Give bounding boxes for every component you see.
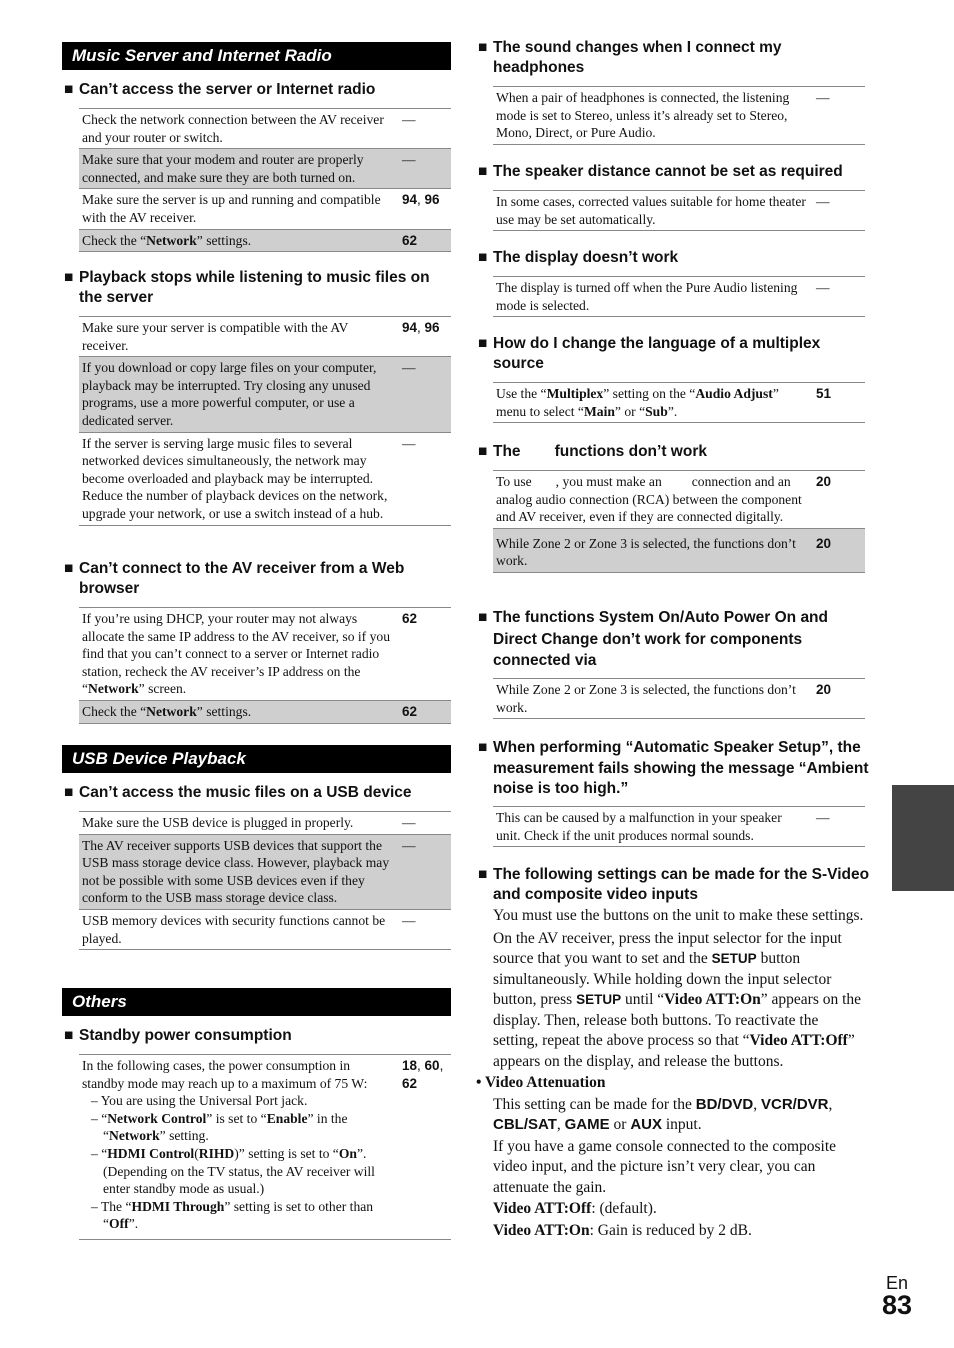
table-row: Check the “Network” settings. 62 (79, 229, 451, 252)
square-bullet-icon: ■ (64, 81, 74, 98)
footer-language: En (886, 1273, 909, 1293)
table-row: This can be caused by a malfunction in your speaker unit. Check if the unit produces normal sounds. — (493, 807, 865, 847)
list-item: – “HDMI Control(RIHD)” setting is set to “On”. (Depending on the TV status, the AV receiver will enter standby mode as usual.) (91, 1145, 375, 1197)
table-row: While Zone 2 or Zone 3 is selected, the functions don’t work. 20 (493, 528, 865, 572)
square-bullet-icon: ■ (64, 784, 74, 801)
table-row: Use the “Multiplex” setting on the “Audio Adjust” menu to select “Main” or “Sub”. 51 (493, 383, 865, 423)
table-row: In the following cases, the power consumption in standby mode may reach up to a maximum of 75 W: – You are using the Universal Port jack. – “Network Control” is set to “Enable” in the “Network” setting. – “HDMI Control(RIHD)” setting is set to “On”. (Depending on the TV status, the AV receiver will enter standby mode as usual.) – The “HDMI Through” setting is set to other than “Off”. 18, 60, 62 (79, 1055, 451, 1240)
heading-multiplex: ■ How do I change the language of a multiplex source (478, 335, 821, 372)
table-row: If you’re using DHCP, your router may not always allocate the same IP address to the AV receiver, so if you find that you can’t connect to a server or Internet radio station, recheck the AV receiver’s IP address on the “Network” screen. 62 (79, 608, 451, 701)
heading-speaker-distance: ■ The speaker distance cannot be set as required (478, 163, 843, 180)
table-row: Make sure the server is up and running and compatible with the AV receiver. 94, 96 (79, 189, 451, 229)
table-functions-dont-work (493, 470, 865, 573)
square-bullet-icon: ■ (64, 560, 74, 577)
heading-headphones: ■ The sound changes when I connect my headphones (478, 39, 782, 76)
table-cant-connect-web (79, 607, 451, 724)
table-standby-power (79, 1054, 451, 1240)
heading-display: ■ The display doesn’t work (478, 249, 679, 266)
table-row: Check the network connection between the AV receiver and your router or switch. — (79, 109, 451, 149)
table-playback-stops (79, 316, 451, 526)
heading-functions-dont-work: ■ The functions don’t work (478, 443, 707, 460)
table-row: While Zone 2 or Zone 3 is selected, the functions don’t work. 20 (493, 679, 865, 719)
heading-cant-connect-web: ■ Can’t connect to the AV receiver from a Web browser (64, 560, 405, 597)
table-row: The AV receiver supports USB devices that support the USB mass storage device class. However, playback may not be possible with some USB devices even if they conform to the USB mass storage device class. — (79, 834, 451, 909)
square-bullet-icon: ■ (478, 739, 488, 756)
table-speaker-distance (493, 190, 865, 231)
table-row: The display is turned off when the Pure Audio listening mode is selected. — (493, 277, 865, 317)
square-bullet-icon: ■ (478, 866, 488, 883)
section-title-usb: USB Device Playback (62, 745, 451, 773)
table-system-on (493, 678, 865, 719)
square-bullet-icon: ■ (64, 269, 74, 286)
table-row: Make sure the USB device is plugged in properly. — (79, 812, 451, 835)
list-item: – You are using the Universal Port jack. (91, 1093, 308, 1109)
heading-playback-stops: ■ Playback stops while listening to music files on the server (64, 269, 430, 306)
square-bullet-icon: ■ (478, 39, 488, 56)
table-cant-access-server (79, 108, 451, 252)
heading-usb-access: ■ Can’t access the music files on a USB device (64, 784, 412, 801)
square-bullet-icon: ■ (478, 249, 488, 266)
heading-speaker-setup: ■ When performing “Automatic Speaker Setup”, the measurement fails showing the message “Ambient noise is too high.” (478, 739, 869, 797)
list-item: – The “HDMI Through” setting is set to other than “Off”. (91, 1198, 374, 1232)
table-display (493, 276, 865, 317)
table-row: Check the “Network” settings. 62 (79, 700, 451, 723)
table-usb-access (79, 811, 451, 950)
table-row: To use , you must make an connection and an analog audio connection (RCA) between the component and AV receiver, even if they are connected digitally. 20 (493, 471, 865, 529)
page-number: 83 (882, 1290, 913, 1320)
svideo-body: You must use the buttons on the unit to make these settings. On the AV receiver, press the input selector for the input source that you want to set and the SETUP button simultaneously. While holding down the input selector button, press SETUP until “Video ATT:On” appears on the display. Then, release both buttons. To reactivate the setting, repeat the above process so that “Video ATT:Off” appears on the display, and release the buttons. • Video Attenuation This setting can be made for the BD/DVD, VCR/DVR, CBL/SAT, GAME or AUX input. If you have a game console connected to the composite video input, and the picture isn’t very clear, you can attenuate the gain. Video ATT:Off: (default). Video ATT:On: Gain is reduced by 2 dB. (476, 907, 864, 1239)
square-bullet-icon: ■ (478, 163, 488, 180)
square-bullet-icon: ■ (478, 335, 488, 352)
table-row: If the server is serving large music files to several networked devices simultaneously, the network may become overloaded and playback may be interrupted. Reduce the number of playback devices on the network, upgrade your network, or use a switch instead of a hub. — (79, 432, 451, 525)
table-row: In some cases, corrected values suitable for home theater use may be set automatically. — (493, 191, 865, 231)
side-tab-marker (892, 785, 954, 891)
list-item: – “Network Control” is set to “Enable” in the “Network” setting. (91, 1110, 348, 1144)
table-row: USB memory devices with security functions cannot be played. — (79, 909, 451, 949)
heading-svideo-settings: ■ The following settings can be made for the S-Video and composite video inputs (478, 866, 870, 903)
square-bullet-icon: ■ (478, 443, 488, 460)
table-row: Make sure that your modem and router are properly connected, and make sure they are both turned on. — (79, 149, 451, 189)
table-headphones (493, 86, 865, 145)
square-bullet-icon: ■ (478, 609, 488, 626)
table-speaker-setup (493, 806, 865, 847)
heading-standby-power: ■ Standby power consumption (64, 1027, 292, 1044)
table-row: Make sure your server is compatible with the AV receiver. 94, 96 (79, 317, 451, 357)
square-bullet-icon: ■ (64, 1027, 74, 1044)
table-multiplex (493, 382, 865, 423)
table-row: When a pair of headphones is connected, the listening mode is set to Stereo, unless it’s already set to Stereo, Mono, Direct, or Pure Audio. — (493, 87, 865, 145)
heading-cant-access-server: ■ Can’t access the server or Internet radio (64, 81, 376, 98)
heading-system-on: ■ The functions System On/Auto Power On and Direct Change don’t work for components connected via (478, 609, 828, 669)
section-title-others: Others (62, 988, 451, 1016)
section-title-music: Music Server and Internet Radio (62, 42, 451, 70)
table-row: If you download or copy large files on your computer, playback may be interrupted. Try closing any unused programs, use a more powerful computer, or use a dedicated server. — (79, 357, 451, 432)
